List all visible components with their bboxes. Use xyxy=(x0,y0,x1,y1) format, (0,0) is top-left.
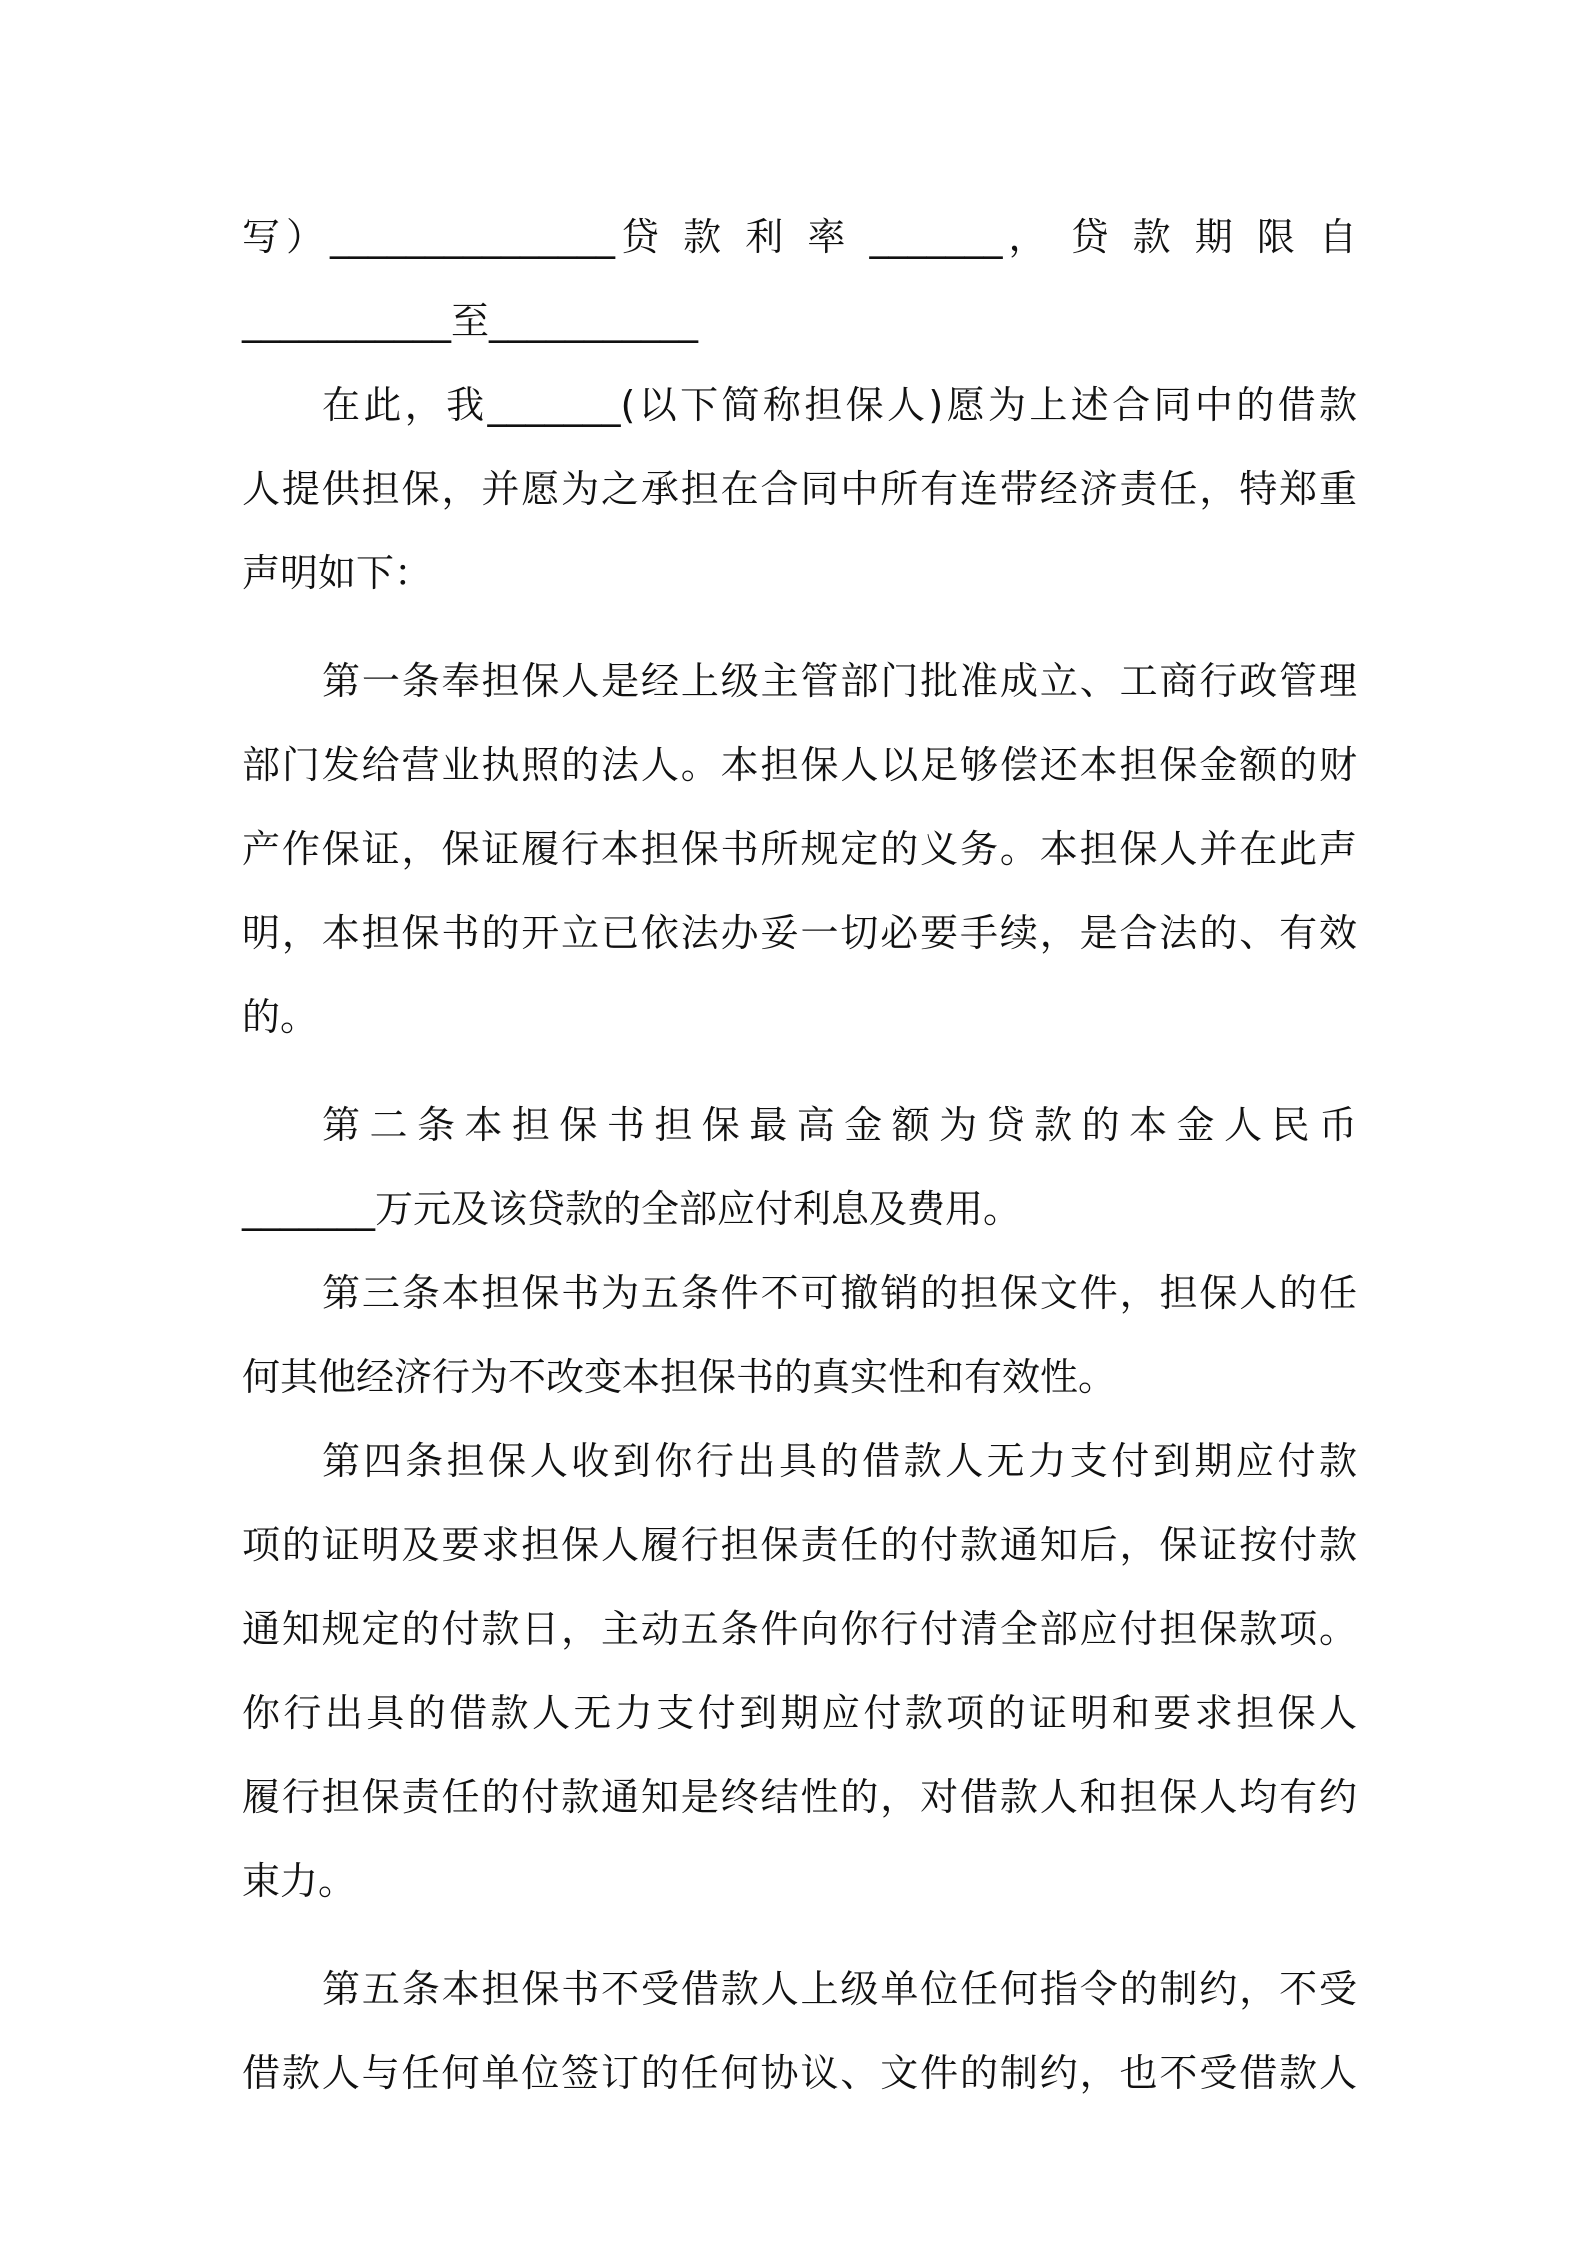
text-line: 写）_______________贷 款 利 率 _______， 贷 款 期 限 自 xyxy=(242,215,1357,259)
text-line: 的。 xyxy=(242,995,319,1039)
text-line: 第四条担保人收到你行出具的借款人无力支付到期应付款 xyxy=(322,1439,1357,1483)
text-line: 第二条本担保书担保最高金额为贷款的本金人民币 xyxy=(322,1103,1357,1147)
text-line: 产作保证，保证履行本担保书所规定的义务。本担保人并在此声 xyxy=(242,827,1357,871)
article-4-paragraph xyxy=(242,1419,1357,1923)
text-line: 在此，我_______(以下简称担保人)愿为上述合同中的借款 xyxy=(322,383,1357,427)
text-line: 人提供担保，并愿为之承担在合同中所有连带经济责任，特郑重 xyxy=(242,467,1357,511)
text-line: 何其他经济行为不改变本担保书的真实性和有效性。 xyxy=(242,1355,1117,1399)
text-line: 第三条本担保书为五条件不可撤销的担保文件，担保人的任 xyxy=(322,1271,1357,1315)
text-line: 项的证明及要求担保人履行担保责任的付款通知后，保证按付款 xyxy=(242,1523,1357,1567)
statement-paragraph xyxy=(242,363,1357,615)
text-line: ___________至___________ xyxy=(242,299,699,343)
article-3-paragraph xyxy=(242,1251,1357,1419)
article-1-paragraph xyxy=(242,639,1357,1059)
text-line: 第五条本担保书不受借款人上级单位任何指令的制约，不受 xyxy=(322,1967,1357,2011)
text-line: 声明如下： xyxy=(242,551,433,595)
text-line: 部门发给营业执照的法人。本担保人以足够偿还本担保金额的财 xyxy=(242,743,1357,787)
text-line: 第一条奉担保人是经上级主管部门批准成立、工商行政管理 xyxy=(322,659,1357,703)
text-line: 明，本担保书的开立已依法办妥一切必要手续，是合法的、有效 xyxy=(242,911,1357,955)
article-5-paragraph xyxy=(242,1947,1357,2115)
article-2-paragraph xyxy=(242,1083,1357,1251)
text-line: 借款人与任何单位签订的任何协议、文件的制约，也不受借款人 xyxy=(242,2051,1357,2095)
text-line: 束力。 xyxy=(242,1859,357,1903)
text-line: 你行出具的借款人无力支付到期应付款项的证明和要求担保人 xyxy=(242,1691,1357,1735)
text-line: 通知规定的付款日，主动五条件向你行付清全部应付担保款项。 xyxy=(242,1607,1357,1651)
text-line: 履行担保责任的付款通知是终结性的，对借款人和担保人均有约 xyxy=(242,1775,1357,1819)
text-line: _______万元及该贷款的全部应付利息及费用。 xyxy=(242,1187,1022,1231)
paragraph-gap xyxy=(242,615,1357,639)
document-body xyxy=(242,195,1357,2115)
loan-terms-paragraph xyxy=(242,195,1357,363)
paragraph-gap xyxy=(242,1059,1357,1083)
paragraph-gap xyxy=(242,1923,1357,1947)
